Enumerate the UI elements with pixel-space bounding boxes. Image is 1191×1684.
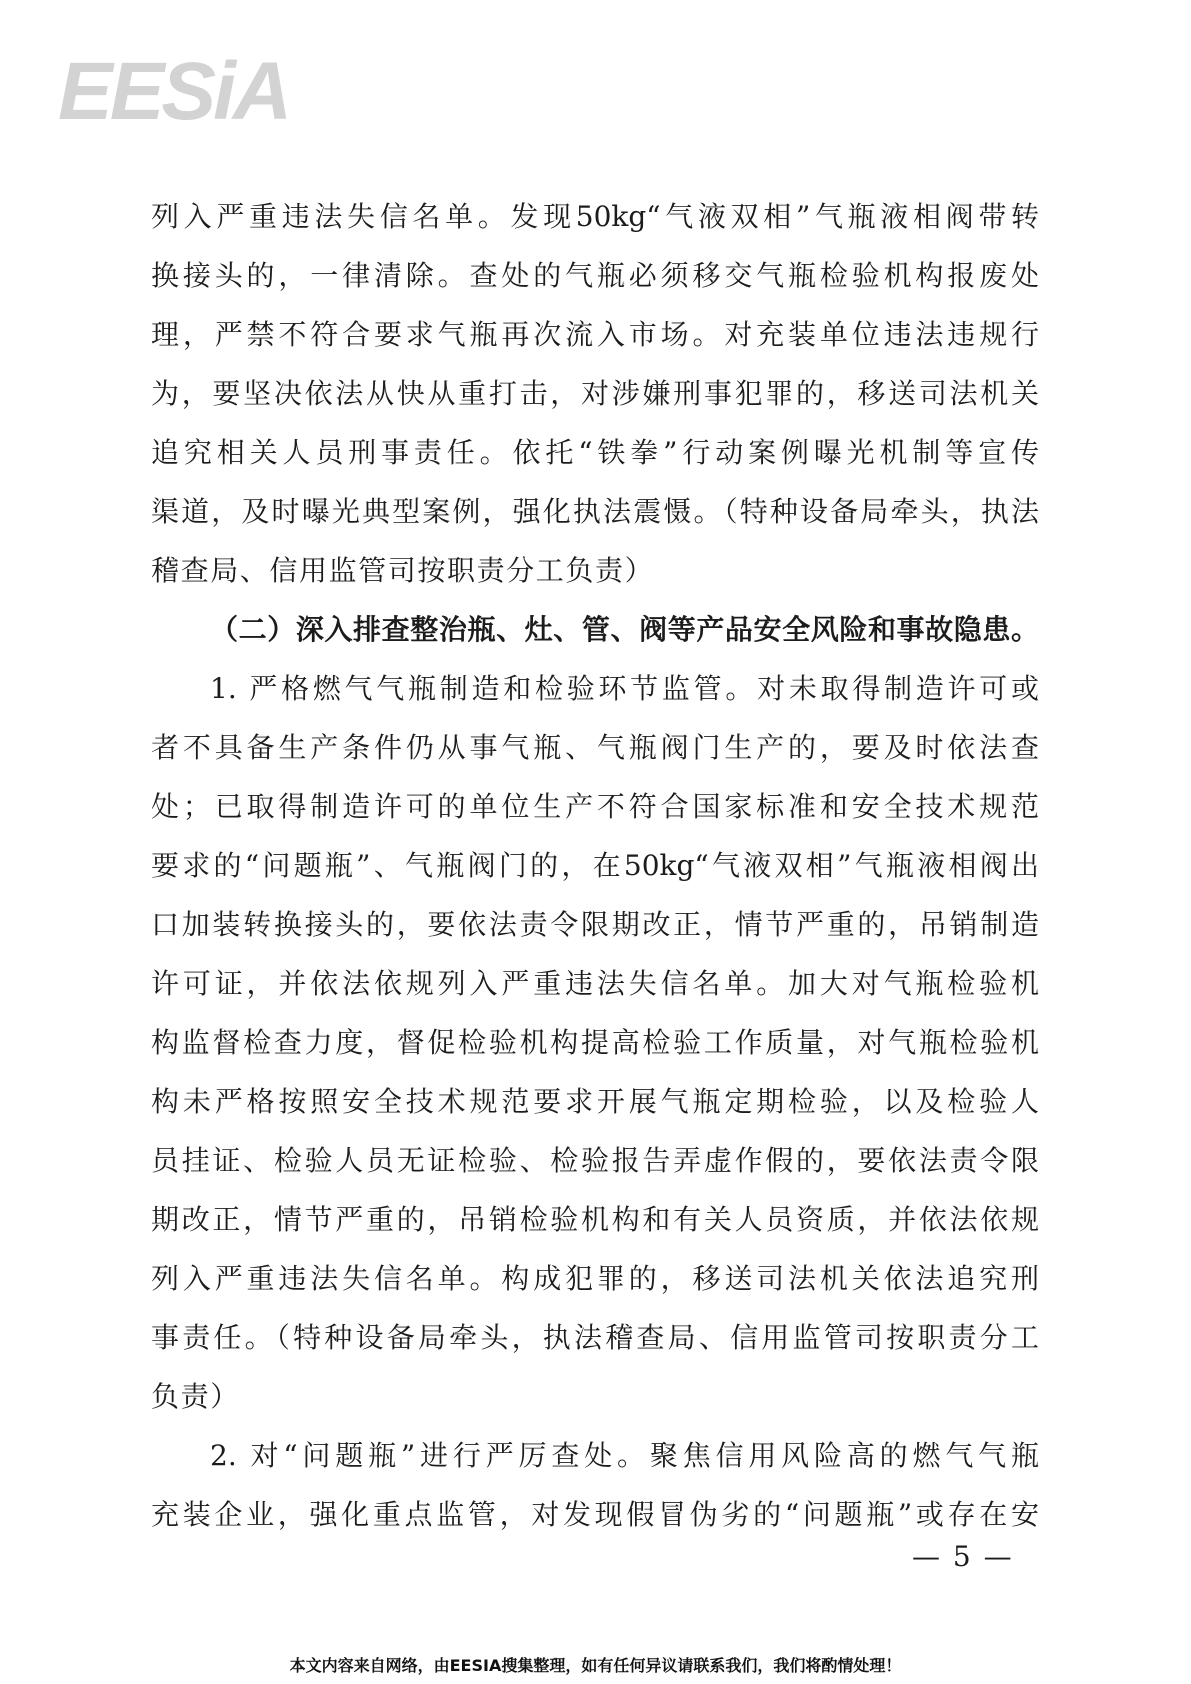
text-line: 渠道，及时曝光典型案例，强化执法震慑。（特种设备局牵头，执法 [151,495,1039,528]
text-line: 处；已取得制造许可的单位生产不符合国家标准和安全技术规范 [151,790,1039,823]
paragraph [151,187,1039,600]
text-line: 者不具备生产条件仍从事气瓶、气瓶阀门生产的，要及时依法查 [151,731,1039,764]
heading-line: （二）深入排查整治瓶、灶、管、阀等产品安全风险和事故隐患。 [210,613,1039,646]
text-line: 换接头的，一律清除。查处的气瓶必须移交气瓶检验机构报废处 [151,259,1039,292]
text-line: 许可证，并依法依规列入严重违法失信名单。加大对气瓶检验机 [151,967,1039,1000]
text-line: 稽查局、信用监管司按职责分工负责） [151,554,655,587]
text-line: 充装企业，强化重点监管，对发现假冒伪劣的“问题瓶”或存在安 [151,1498,1039,1531]
section-heading [151,600,1039,659]
eesia-logo: EESiA [58,46,290,137]
text-line: 1. 严格燃气气瓶制造和检验环节监管。对未取得制造许可或 [210,672,1039,705]
text-line: 2. 对“问题瓶”进行严厉查处。聚焦信用风险高的燃气气瓶 [210,1439,1039,1472]
text-line: 构未严格按照安全技术规范要求开展气瓶定期检验，以及检验人 [151,1085,1039,1118]
text-line: 构监督检查力度，督促检验机构提高检验工作质量，对气瓶检验机 [151,1026,1039,1059]
text-line: 事责任。（特种设备局牵头，执法稽查局、信用监管司按职责分工 [151,1321,1039,1354]
text-line: 口加装转换接头的，要依法责令限期改正，情节严重的，吊销制造 [151,908,1039,941]
paragraph [151,1426,1039,1544]
text-line: 理，严禁不符合要求气瓶再次流入市场。对充装单位违法违规行 [151,318,1039,351]
paragraph [151,659,1039,1426]
text-line: 列入严重违法失信名单。构成犯罪的，移送司法机关依法追究刑 [151,1262,1039,1295]
text-line: 负责） [151,1380,240,1413]
text-line: 员挂证、检验人员无证检验、检验报告弄虚作假的，要依法责令限 [151,1144,1039,1177]
text-line: 要求的“问题瓶”、气瓶阀门的，在50kg“气液双相”气瓶液相阀出 [151,849,1039,882]
text-line: 列入严重违法失信名单。发现50kg“气液双相”气瓶液相阀带转 [151,200,1039,233]
source-footer-note: 本文内容来自网络，由EESIA搜集整理，如有任何异议请联系我们，我们将酌情处理！ [289,1656,902,1675]
text-line: 期改正，情节严重的，吊销检验机构和有关人员资质，并依法依规 [151,1203,1039,1236]
text-line: 为，要坚决依法从快从重打击，对涉嫌刑事犯罪的，移送司法机关 [151,377,1039,410]
text-line: 追究相关人员刑事责任。依托“铁拳”行动案例曝光机制等宣传 [151,436,1039,469]
page-number: — 5 — [912,1540,1014,1573]
document-body [151,187,1039,1544]
